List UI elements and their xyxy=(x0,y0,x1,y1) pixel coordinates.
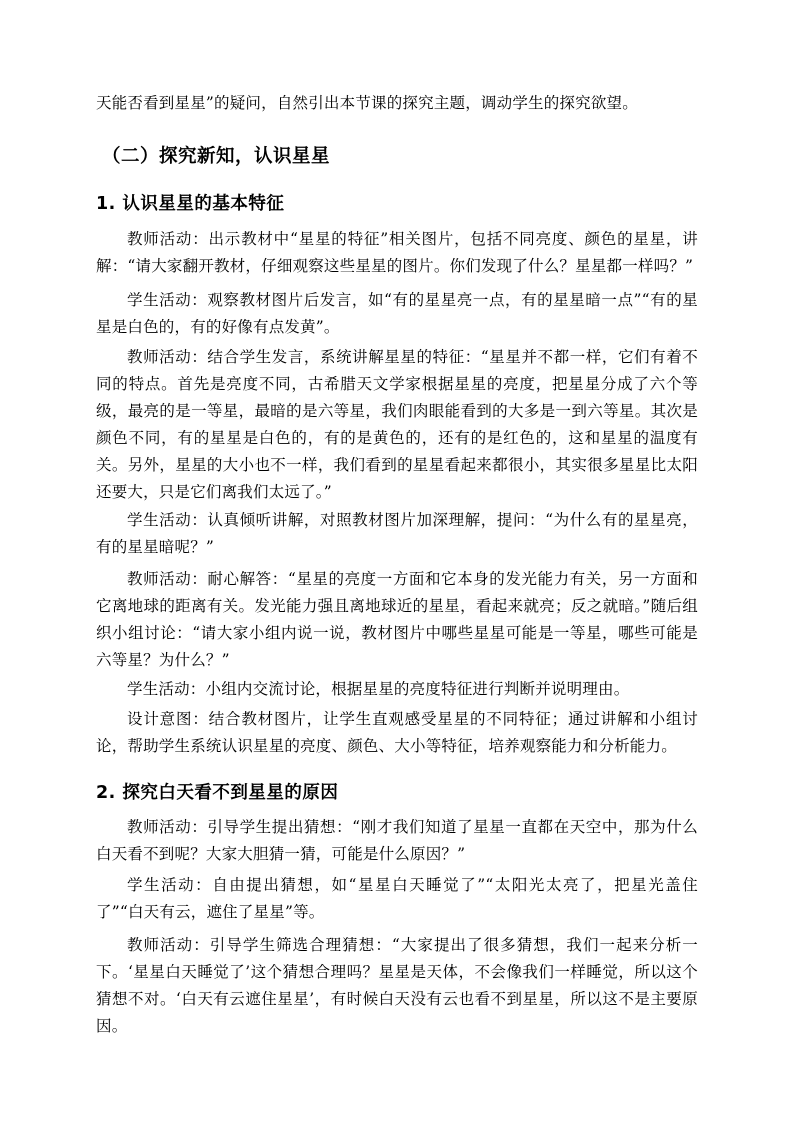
student-activity-1: 学生活动：观察教材图片后发言，如“有的星星亮一点，有的星星暗一点”“有的星星是白色的，有的好像有点发黄”。 xyxy=(96,291,698,336)
subsection-title-1: 1. 认识星星的基本特征 xyxy=(96,194,285,214)
subsection-title-2: 2. 探究白天看不到星星的原因 xyxy=(96,783,339,803)
teacher-activity-1: 教师活动：出示教材中“星星的特征”相关图片，包括不同亮度、颜色的星星，讲解：“请大家翻开教材，仔细观察这些星星的图片。你们发现了什么？星星都一样吗？” xyxy=(96,230,698,275)
student-activity-3: 学生活动：小组内交流讨论，根据星星的亮度特征进行判断并说明理由。 xyxy=(127,680,630,698)
teacher-activity-3: 教师活动：耐心解答：“星星的亮度一方面和它本身的发光能力有关，另一方面和它离地球的距离有关。发光能力强且离地球近的星星，看起来就亮；反之就暗。”随后组织小组讨论：“请大家小组内说一说，教材图片中哪些星星可能是一等星，哪些可能是六等星？为什么？” xyxy=(96,570,698,669)
teacher-activity-2: 教师活动：结合学生发言，系统讲解星星的特征：“星星并不都一样，它们有着不同的特点。首先是亮度不同，古希腊天文学家根据星星的亮度，把星星分成了六个等级，最亮的是一等星，最暗的是六等星，我们肉眼能看到的大多是一到六等星。其次是颜色不同，有的星星是白色的，有的是黄色的，还有的是红色的，这和星星的温度有关。另外，星星的大小也不一样，我们看到的星星看起来都很小，其实很多星星比太阳还要大，只是它们离我们太远了。” xyxy=(96,348,698,501)
design-intent: 设计意图：结合教材图片，让学生直观感受星星的不同特征；通过讲解和小组讨论，帮助学生系统认识星星的亮度、颜色、大小等特征，培养观察能力和分析能力。 xyxy=(96,710,698,755)
student-activity-2: 学生活动：认真倾听讲解，对照教材图片加深理解，提问：“为什么有的星星亮，有的星星暗呢？” xyxy=(96,511,698,556)
teacher-activity-5: 教师活动：引导学生筛选合理猜想：“大家提出了很多猜想，我们一起来分析一下。‘星星白天睡觉了’这个猜想合理吗？星星是天体，不会像我们一样睡觉，所以这个猜想不对。‘白天有云遮住星星’，有时候白天没有云也看不到星星，所以这不是主要原因。 xyxy=(96,936,698,1035)
section-title: （二）探究新知，认识星星 xyxy=(102,146,331,167)
student-activity-4: 学生活动：自由提出猜想，如“星星白天睡觉了”“太阳光太亮了，把星光盖住了”“白天有云，遮住了星星”等。 xyxy=(96,876,698,921)
intro-paragraph: 天能否看到星星”的疑问，自然引出本节课的探究主题，调动学生的探究欲望。 xyxy=(96,94,638,112)
teacher-activity-4: 教师活动：引导学生提出猜想：“刚才我们知道了星星一直都在天空中，那为什么白天看不到呢？大家大胆猜一猜，可能是什么原因？” xyxy=(96,818,698,863)
